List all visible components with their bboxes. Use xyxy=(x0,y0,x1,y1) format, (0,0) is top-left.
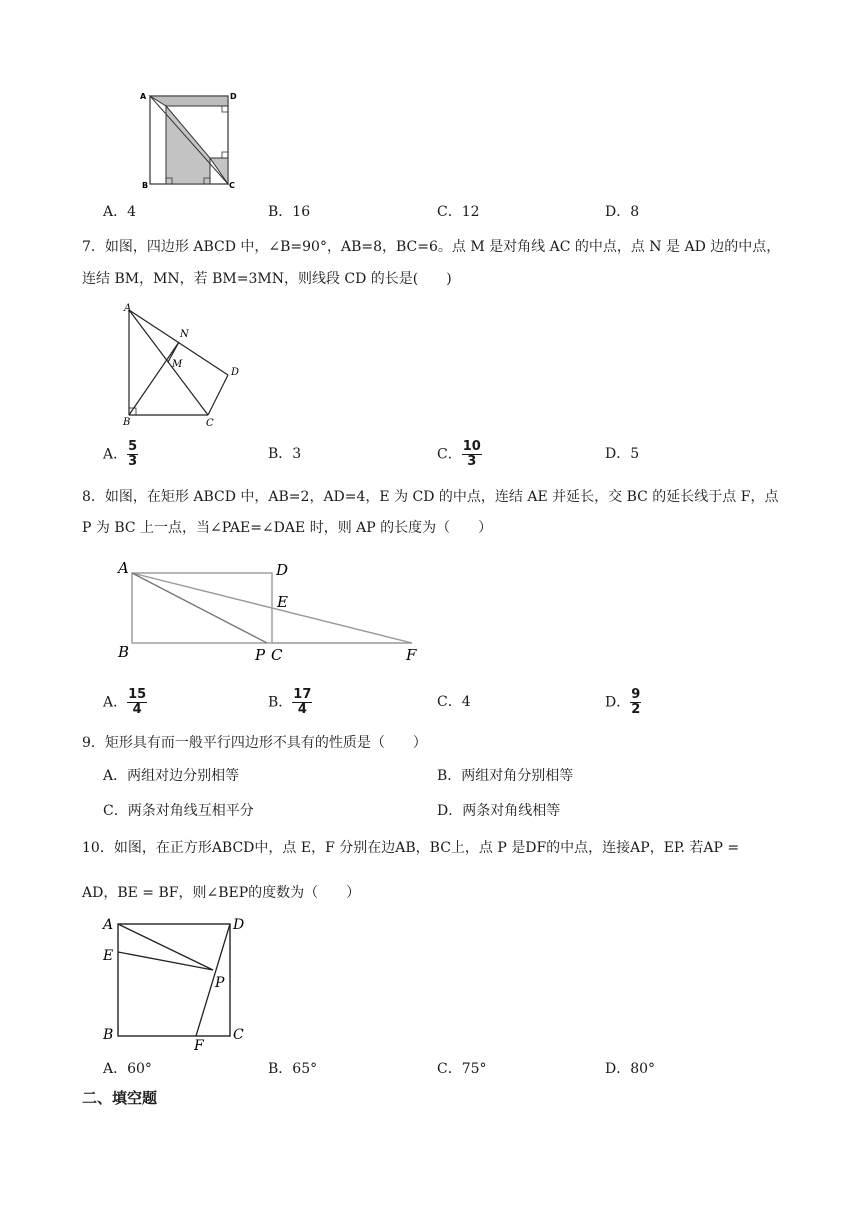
q6-option-c-text: C．12 xyxy=(437,204,480,220)
q10-option-d-text: D．80° xyxy=(605,1061,656,1077)
q10-option-a[interactable] xyxy=(103,1059,152,1079)
q7-option-a[interactable] xyxy=(103,440,138,469)
q7-option-c-prefix: C． xyxy=(437,446,462,463)
q10-label-e: E xyxy=(103,948,114,964)
q7-option-a-prefix: A． xyxy=(103,446,128,463)
q8-option-a-prefix: A． xyxy=(103,694,128,711)
q8-label-b: B xyxy=(118,643,130,661)
q9-stem: 9．矩形具有而一般平行四边形不具有的性质是（ ） xyxy=(82,735,427,751)
q8-label-f: F xyxy=(406,646,417,664)
q6-option-b-text: B．16 xyxy=(268,204,311,220)
q6-option-a-text: A．4 xyxy=(103,204,137,220)
q8-stem-line1: 8．如图，在矩形 ABCD 中，AB=2，AD=4，E 为 CD 的中点，连结 AE 并延长，交 BC 的延长线于点 F，点 xyxy=(82,489,779,505)
q8-option-b-denominator: 4 xyxy=(297,702,307,717)
q7-label-d: D xyxy=(231,367,240,378)
q6-label-c: C xyxy=(229,181,235,190)
q6-figure xyxy=(140,90,240,190)
q8-option-d-prefix: D． xyxy=(605,694,631,711)
q7-option-c-denominator: 3 xyxy=(467,454,477,469)
q7-option-c-numerator: 10 xyxy=(462,439,481,454)
q9-option-d[interactable] xyxy=(437,801,560,821)
q8-label-p: P xyxy=(255,646,266,664)
q9-option-a-text: A．两组对边分别相等 xyxy=(103,768,240,784)
q6-label-d: D xyxy=(230,92,237,101)
q8-option-c[interactable] xyxy=(437,692,471,712)
q7-option-c-fraction xyxy=(462,440,482,469)
q8-option-a[interactable] xyxy=(103,688,147,717)
q9-option-c-text: C．两条对角线互相平分 xyxy=(103,803,254,819)
q10-label-d: D xyxy=(233,917,245,933)
q10-option-b-text: B．65° xyxy=(268,1061,318,1077)
q7-figure xyxy=(118,305,248,435)
q10-stem-line2: AD，BE = BF，则∠BEP的度数为（ ） xyxy=(82,885,361,901)
q8-option-b-fraction xyxy=(292,688,312,717)
q8-stem-line2: P 为 BC 上一点，当∠PAE=∠DAE 时，则 AP 的长度为（ ） xyxy=(82,520,493,536)
q10-label-p: P xyxy=(215,975,225,991)
q7-option-a-denominator: 3 xyxy=(128,454,138,469)
q6-option-d-text: D．8 xyxy=(605,204,640,220)
q8-option-b[interactable] xyxy=(268,688,312,717)
q10-stem-line1: 10．如图，在正方形ABCD中，点 E，F 分别在边AB，BC上，点 P 是DF的中点，连接AP，EP. 若AP = xyxy=(82,840,740,856)
q10-option-c-text: C．75° xyxy=(437,1061,487,1077)
q8-option-b-prefix: B． xyxy=(268,694,293,711)
q7-label-n: N xyxy=(180,329,189,340)
q8-option-d-denominator: 2 xyxy=(631,702,641,717)
q8-label-e: E xyxy=(277,593,288,611)
q8-option-d-numerator: 9 xyxy=(631,687,641,702)
q8-option-a-numerator: 15 xyxy=(128,687,147,702)
q10-label-c: C xyxy=(233,1027,244,1043)
q7-option-d-text: D．5 xyxy=(605,446,640,462)
q6-option-a[interactable] xyxy=(103,202,136,222)
q9-option-a[interactable] xyxy=(103,766,239,786)
q7-label-m: M xyxy=(172,359,183,370)
q8-option-d[interactable] xyxy=(605,688,641,717)
q9-option-b-text: B．两组对角分别相等 xyxy=(437,768,574,784)
q6-option-d[interactable] xyxy=(605,202,639,222)
q10-option-a-text: A．60° xyxy=(103,1061,152,1077)
q8-label-c: C xyxy=(271,646,283,664)
q10-label-f: F xyxy=(194,1038,204,1054)
q8-label-a: A xyxy=(118,559,129,577)
q7-label-b: B xyxy=(123,417,131,428)
q7-label-c: C xyxy=(206,418,214,429)
q9-option-b[interactable] xyxy=(437,766,573,786)
section-heading: 二、填空题 xyxy=(82,1089,158,1107)
q6-label-a: A xyxy=(140,92,147,101)
q7-option-a-fraction xyxy=(127,440,138,469)
q8-option-a-fraction xyxy=(127,688,147,717)
q10-option-b[interactable] xyxy=(268,1059,317,1079)
q8-option-a-denominator: 4 xyxy=(132,702,142,717)
q7-option-d[interactable] xyxy=(605,444,639,464)
q8-figure xyxy=(115,556,435,666)
q10-figure xyxy=(100,912,260,1052)
q6-option-b[interactable] xyxy=(268,202,310,222)
q6-option-c[interactable] xyxy=(437,202,480,222)
q9-option-c[interactable] xyxy=(103,801,254,821)
q7-option-b-text: B．3 xyxy=(268,446,302,462)
q8-option-c-text: C．4 xyxy=(437,694,471,710)
q6-label-b: B xyxy=(142,181,149,190)
q7-stem-line1: 7．如图，四边形 ABCD 中，∠B=90°，AB=8，BC=6。点 M 是对角线 AC 的中点，点 N 是 AD 边的中点， xyxy=(82,239,781,255)
q8-option-d-fraction xyxy=(630,688,641,717)
q10-label-a: A xyxy=(103,917,114,933)
q7-stem-line2: 连结 BM，MN，若 BM=3MN，则线段 CD 的长是( ) xyxy=(82,271,452,287)
q7-option-c[interactable] xyxy=(437,440,482,469)
q9-option-d-text: D．两条对角线相等 xyxy=(437,803,561,819)
q8-option-b-numerator: 17 xyxy=(293,687,312,702)
q7-option-b[interactable] xyxy=(268,444,301,464)
q10-option-d[interactable] xyxy=(605,1059,655,1079)
q10-option-c[interactable] xyxy=(437,1059,487,1079)
q10-label-b: B xyxy=(103,1027,114,1043)
q7-label-a: A xyxy=(124,303,132,314)
q7-option-a-numerator: 5 xyxy=(128,439,138,454)
q8-label-d: D xyxy=(276,561,289,579)
